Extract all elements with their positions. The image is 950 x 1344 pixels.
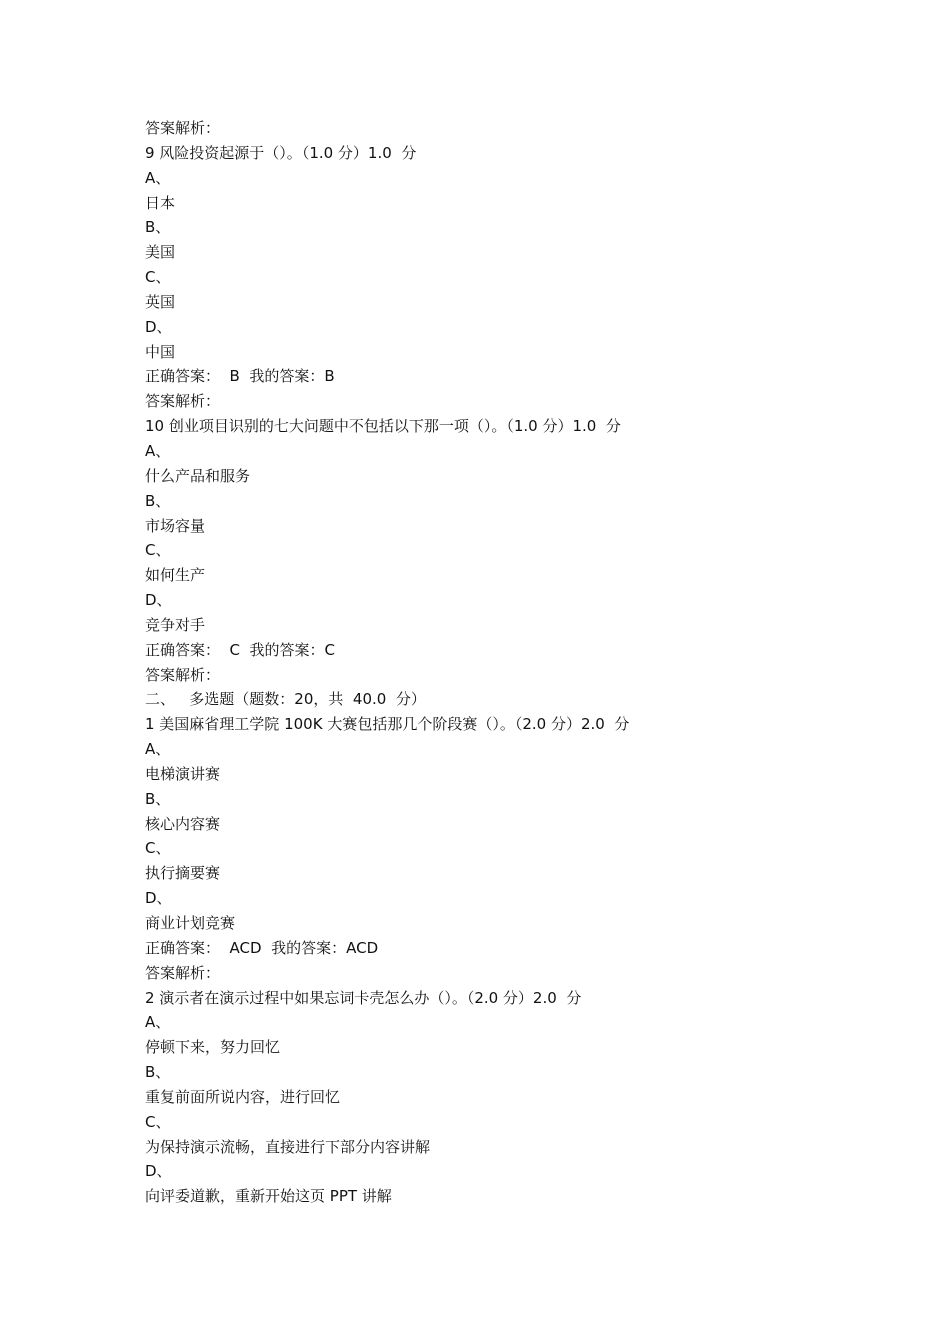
option-text: 为保持演示流畅，直接进行下部分内容讲解 bbox=[145, 1137, 431, 1156]
question-1-text: 1 美国麻省理工学院 100K 大赛包括那几个阶段赛（）。（2.0 分）2.0 分 bbox=[145, 715, 630, 734]
option-label-c: C、 bbox=[145, 268, 171, 287]
option-text: 执行摘要赛 bbox=[145, 864, 221, 883]
option-label-a: A、 bbox=[145, 441, 171, 460]
option-label-c: C、 bbox=[145, 541, 171, 560]
option-text: 竞争对手 bbox=[145, 615, 206, 634]
option-text: 如何生产 bbox=[145, 566, 206, 585]
correct-answer-line: 正确答案： B 我的答案：B bbox=[145, 367, 335, 386]
option-text: 什么产品和服务 bbox=[145, 466, 251, 485]
option-label-b: B、 bbox=[145, 789, 171, 808]
answer-analysis-label: 答案解析： bbox=[145, 392, 221, 411]
option-text: 重复前面所说内容，进行回忆 bbox=[145, 1087, 341, 1106]
question-9-text: 9 风险投资起源于（）。（1.0 分）1.0 分 bbox=[145, 143, 417, 162]
question-10-text: 10 创业项目识别的七大问题中不包括以下那一项（）。（1.0 分）1.0 分 bbox=[145, 417, 621, 436]
option-label-a: A、 bbox=[145, 1013, 171, 1032]
answer-analysis-label: 答案解析： bbox=[145, 665, 221, 684]
document-content bbox=[145, 116, 845, 1209]
option-text: 向评委道歉，重新开始这页 PPT 讲解 bbox=[145, 1187, 392, 1206]
option-label-b: B、 bbox=[145, 1063, 171, 1082]
option-label-a: A、 bbox=[145, 740, 171, 759]
section-heading: 二、 多选题（题数：20，共 40.0 分） bbox=[145, 690, 426, 709]
option-text: 商业计划竞赛 bbox=[145, 914, 236, 932]
option-text: 市场容量 bbox=[145, 516, 206, 535]
option-label-a: A、 bbox=[145, 168, 171, 187]
option-label-b: B、 bbox=[145, 218, 171, 237]
option-text: 中国 bbox=[145, 342, 176, 361]
option-label-d: D、 bbox=[145, 889, 172, 908]
option-label-d: D、 bbox=[145, 317, 172, 336]
option-text: 美国 bbox=[145, 243, 176, 262]
option-label-c: C、 bbox=[145, 839, 171, 858]
option-text: 核心内容赛 bbox=[145, 814, 221, 833]
option-label-b: B、 bbox=[145, 491, 171, 510]
option-label-d: D、 bbox=[145, 591, 172, 610]
option-label-d: D、 bbox=[145, 1162, 172, 1181]
option-text: 电梯演讲赛 bbox=[145, 764, 221, 783]
question-2-text: 2 演示者在演示过程中如果忘词卡壳怎么办（）。（2.0 分）2.0 分 bbox=[145, 988, 582, 1007]
answer-analysis-label: 答案解析： bbox=[145, 963, 221, 982]
option-text: 英国 bbox=[145, 292, 176, 311]
option-text: 停顿下来，努力回忆 bbox=[145, 1038, 281, 1057]
answer-analysis-label: 答案解析： bbox=[145, 119, 221, 137]
option-text: 日本 bbox=[145, 193, 176, 212]
correct-answer-line: 正确答案： C 我的答案：C bbox=[145, 640, 336, 659]
correct-answer-line: 正确答案： ACD 我的答案：ACD bbox=[145, 938, 379, 957]
option-label-c: C、 bbox=[145, 1112, 171, 1131]
